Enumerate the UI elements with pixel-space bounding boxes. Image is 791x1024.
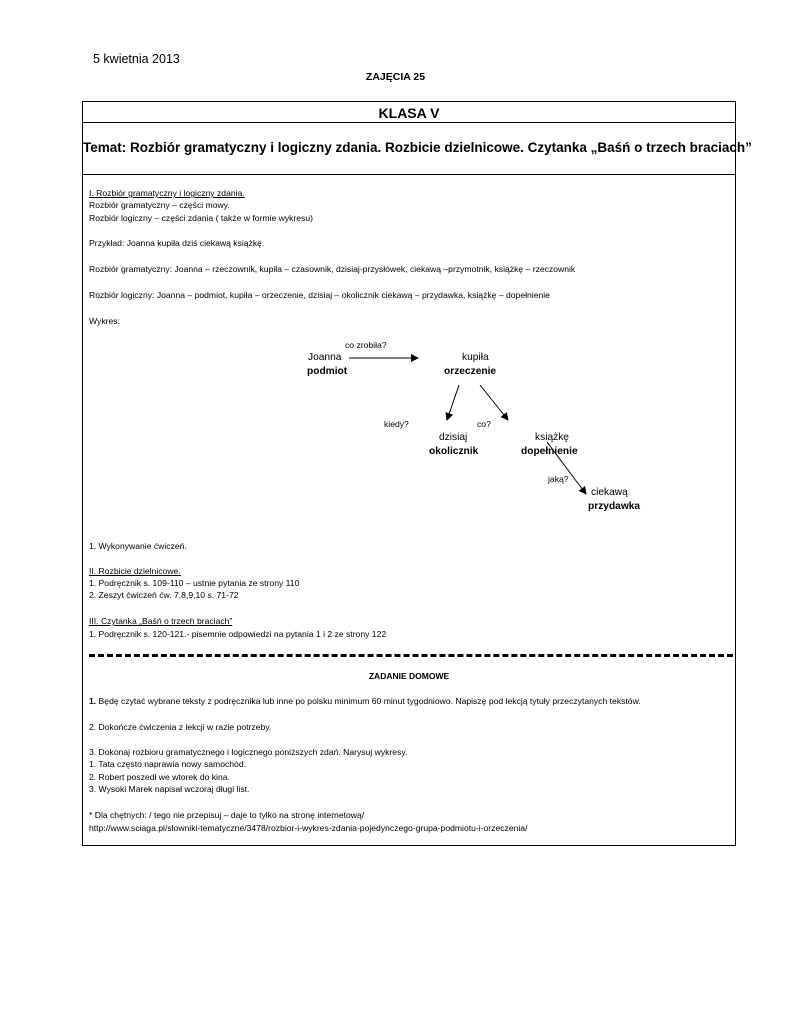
word-joanna: Joanna	[308, 352, 342, 363]
word-ksiazke: książkę	[535, 432, 569, 443]
lesson-number: ZAJĘCIA 25	[365, 71, 426, 83]
lesson-topic: Temat: Rozbiór gramatyczny i logiczny zdania. Rozbicie dzielnicowe. Czytanka „Baśń o trzech braciach”	[83, 140, 752, 155]
word-ciekawa: ciekawą	[591, 487, 628, 498]
homework-item	[89, 696, 641, 706]
exercise-item: 2. Zeszyt ćwiczeń ćw. 7,8,9,10 s. 71-72	[89, 590, 239, 600]
class-title: KLASA V	[378, 105, 440, 121]
role-podmiot: podmiot	[307, 366, 348, 377]
arrow-dopelnienie-przydawka	[547, 442, 586, 494]
text-line: Rozbiór gramatyczny – części mowy.	[89, 200, 230, 210]
role-przydawka: przydawka	[588, 501, 641, 512]
arrow-orzeczenie-dopelnienie	[480, 385, 508, 420]
logical-analysis: Rozbiór logiczny: Joanna – podmiot, kupiła – orzeczenie, dzisiaj – okolicznik ciekawą – przydawka, książkę – dopełnienie	[89, 290, 550, 300]
exercise-item: 1. Podręcznik s. 109-110 – ustnie pytania ze strony 110	[89, 578, 300, 588]
diagram-label: Wykres:	[89, 316, 120, 326]
homework-title: ZADANIE DOMOWE	[368, 671, 450, 681]
reference-link[interactable]: http://www.sciaga.pl/slowniki-tematyczne/3478/rozbior-i-wykres-zdania-pojedynczego-grupa-podmiotu-i-orzeczenia/	[89, 823, 528, 833]
grammatical-analysis: Rozbiór gramatyczny: Joanna – rzeczownik, kupiła – czasownik, dzisiaj-przysłówek, ciekawą –przymotnik, książkę – rzeczownik	[89, 264, 576, 274]
word-kupila: kupiła	[462, 352, 489, 363]
question-label: co?	[477, 419, 491, 429]
homework-item-number: 1.	[89, 696, 97, 706]
lesson-box	[82, 101, 752, 846]
homework-sentence: 3. Wysoki Marek napisał wczoraj długi list.	[89, 784, 250, 794]
question-label: kiedy?	[384, 419, 409, 429]
homework-item: 2. Dokończe ćwiczenia z lekcji w razie potrzeby.	[89, 722, 272, 732]
dashed-separator	[89, 654, 733, 657]
exercise-item: 1. Podręcznik s. 120-121.- pisemnie odpowiedzi na pytania 1 i 2 ze strony 122	[89, 629, 387, 639]
question-label: jaką?	[548, 474, 569, 484]
role-okolicznik: okolicznik	[429, 446, 479, 457]
arrow-orzeczenie-okolicznik	[447, 385, 459, 420]
section-heading: II. Rozbicie dzielnicowe.	[89, 566, 181, 576]
homework-item-text: Będę czytać wybrane teksty z podręcznika lub inne po polsku minimum 60 minut tygodniowo. Napiszę pod lekcją tytuły przeczytanych tekstów.	[96, 696, 641, 706]
diagram-arrows	[83, 102, 752, 847]
section-heading: I. Rozbiór gramatyczny i logiczny zdania.	[89, 188, 245, 198]
homework-sentence: 1. Tata często naprawia nowy samochód.	[89, 759, 247, 769]
exercise-item: 1. Wykonywanie ćwiczeń.	[89, 541, 187, 551]
date: 5 kwietnia 2013	[93, 52, 180, 66]
optional-note: * Dla chętnych: / tego nie przepisuj – daje to tylko na stronę internetową/	[89, 810, 365, 820]
role-dopelnienie: dopełnienie	[521, 446, 578, 457]
word-dzisiaj: dzisiaj	[439, 432, 468, 443]
role-orzeczenie: orzeczenie	[444, 366, 497, 377]
text-line: Rozbiór logiczny – części zdania ( także w formie wykresu)	[89, 213, 313, 223]
homework-sentence: 2. Robert poszedł we wtorek do kina.	[89, 772, 230, 782]
homework-item: 3. Dokonaj rozbioru gramatycznego i logicznego poniższych zdań. Narysuj wykresy.	[89, 747, 408, 757]
section-heading: III. Czytanka „Baśń o trzech braciach”	[89, 616, 233, 626]
example-sentence: Przykład: Joanna kupiła dziś ciekawą książkę.	[89, 238, 265, 248]
question-label: co zrobiła?	[345, 340, 387, 350]
